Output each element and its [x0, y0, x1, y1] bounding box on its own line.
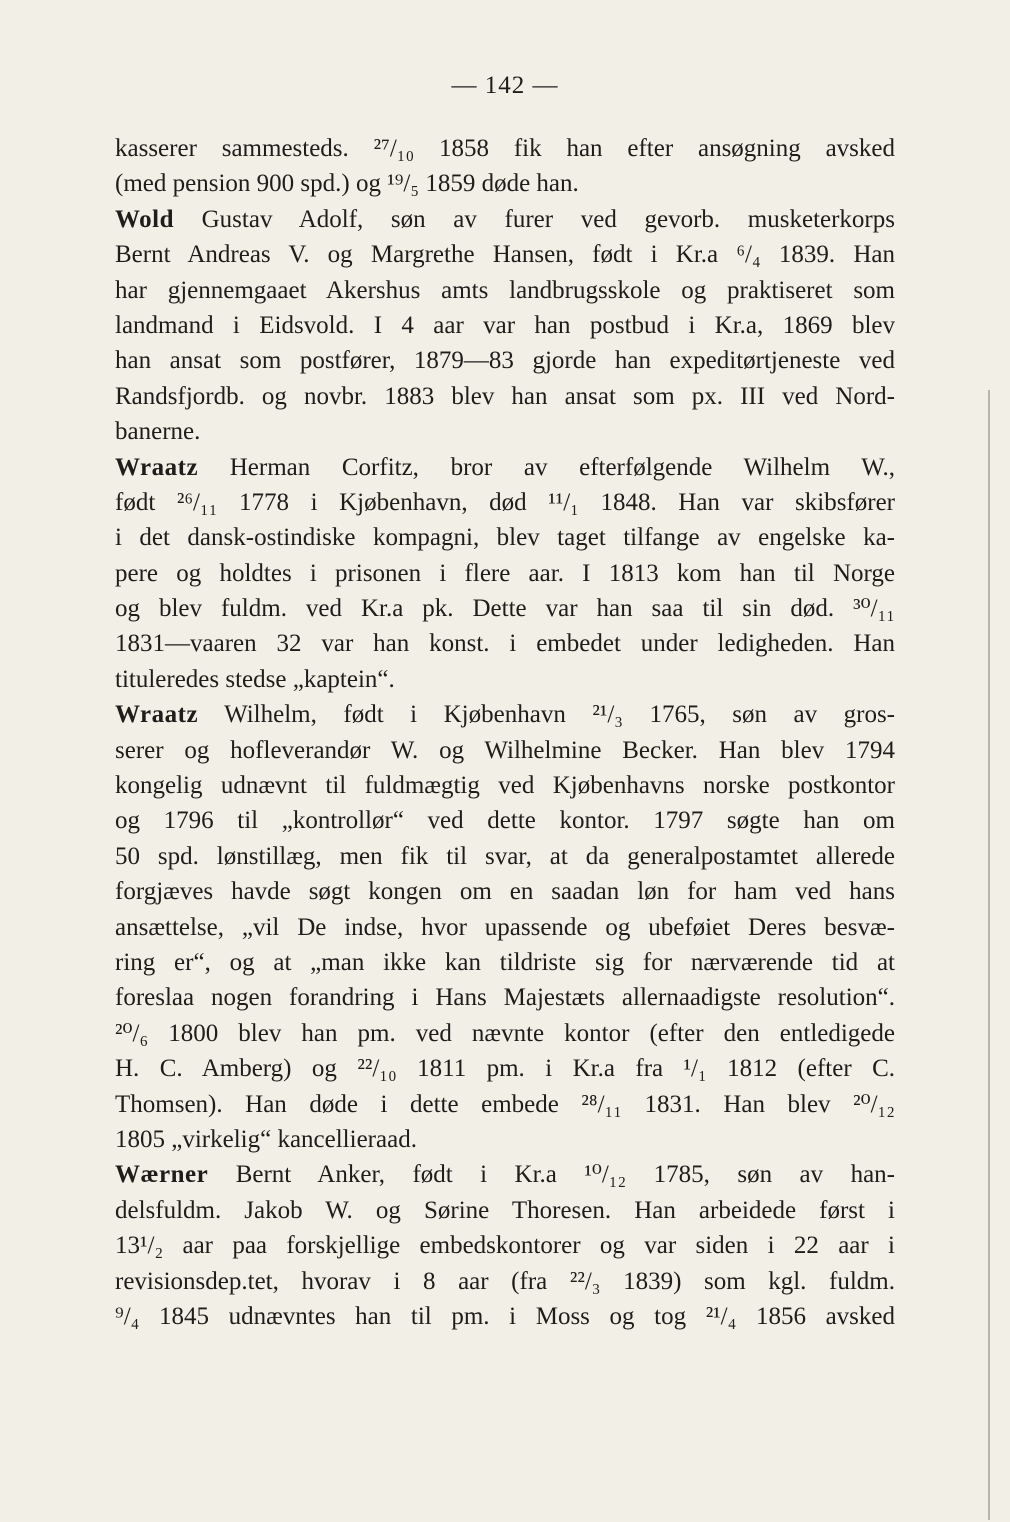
line-text: (med pension 900 spd.) og ¹⁹/₅ 1859 døde han. — [115, 170, 579, 198]
body-text — [115, 131, 895, 1334]
line-text: i det dansk-ostindiske kompagni, blev taget tilfange av engelske ka- — [115, 524, 895, 552]
text-line — [115, 1122, 895, 1157]
text-line — [115, 1228, 895, 1263]
text-line — [115, 803, 895, 838]
line-text: 1831—vaaren 32 var han konst. i embedet under ledigheden. Han — [115, 630, 895, 658]
text-line — [115, 131, 895, 166]
text-line — [115, 1051, 895, 1086]
text-line — [115, 1299, 895, 1334]
line-text: revisionsdep.tet, hvorav i 8 aar (fra ²²/₃ 1839) som kgl. fuldm. — [115, 1267, 895, 1295]
text-line — [115, 945, 895, 980]
text-line — [115, 343, 895, 378]
text-line — [115, 1193, 895, 1228]
line-text: Randsfjordb. og novbr. 1883 blev han ansat som px. III ved Nord- — [115, 382, 895, 410]
text-line — [115, 485, 895, 520]
text-line — [115, 910, 895, 945]
line-text: Bernt Andreas V. og Margrethe Hansen, født i Kr.a ⁶/₄ 1839. Han — [115, 241, 895, 269]
line-text: Thomsen). Han døde i dette embede ²⁸/₁₁ 1831. Han blev ²⁰/₁₂ — [115, 1090, 895, 1118]
line-text: ²⁰/₆ 1800 blev han pm. ved nævnte kontor (efter den entledigede — [115, 1019, 895, 1047]
line-text: ansættelse, „vil De indse, hvor upassende og ubeføiet Deres besvæ- — [115, 913, 895, 941]
entry-surname: Wærner — [115, 1161, 209, 1189]
text-line — [115, 768, 895, 803]
line-text: født ²⁶/₁₁ 1778 i Kjøbenhavn, død ¹¹/₁ 1848. Han var skibsfører — [115, 488, 895, 516]
text-line — [115, 591, 895, 626]
line-text: Herman Corfitz, bror av efterfølgende Wilhelm W., — [198, 453, 895, 481]
line-text: kongelig udnævnt til fuldmægtig ved Kjøbenhavns norske postkontor — [115, 772, 895, 800]
line-text: og 1796 til „kontrollør“ ved dette kontor. 1797 søgte han om — [115, 807, 895, 835]
line-text: Gustav Adolf, søn av furer ved gevorb. musketerkorps — [173, 205, 895, 233]
text-line — [115, 1016, 895, 1051]
line-text: Wilhelm, født i Kjøbenhavn ²¹/₃ 1765, søn av gros- — [198, 701, 895, 729]
text-line — [115, 1087, 895, 1122]
line-text: tituleredes stedse „kaptein“. — [115, 665, 395, 693]
line-text: banerne. — [115, 418, 201, 446]
line-text: 13¹/₂ aar paa forskjellige embedskontorer og var siden i 22 aar i — [115, 1232, 895, 1260]
line-text: 50 spd. lønstillæg, men fik til svar, at da generalpostamtet allerede — [115, 842, 895, 870]
line-text: delsfuldm. Jakob W. og Sørine Thoresen. Han arbeidede først i — [115, 1196, 895, 1224]
text-line — [115, 273, 895, 308]
text-line — [115, 662, 895, 697]
line-text: pere og holdtes i prisonen i flere aar. I 1813 kom han til Norge — [115, 559, 895, 587]
entry-surname: Wraatz — [115, 453, 199, 481]
line-text: serer og hofleverandør W. og Wilhelmine Becker. Han blev 1794 — [115, 736, 895, 764]
text-line — [115, 733, 895, 768]
line-text: 1805 „virkelig“ kancellieraad. — [115, 1125, 417, 1153]
text-line — [115, 520, 895, 555]
page-number: — 142 — — [451, 72, 559, 99]
text-line — [115, 626, 895, 661]
text-line — [115, 308, 895, 343]
line-text: har gjennemgaaet Akershus amts landbrugsskole og praktiseret som — [115, 276, 895, 304]
text-line — [115, 1264, 895, 1299]
text-line — [115, 379, 895, 414]
line-text: han ansat som postfører, 1879—83 gjorde han expeditørtjeneste ved — [115, 347, 895, 375]
text-line — [115, 414, 895, 449]
text-line — [115, 166, 895, 201]
line-text: foreslaa nogen forandring i Hans Majestæts allernaadigste resolution“. — [115, 984, 895, 1012]
entry-surname: Wraatz — [115, 701, 199, 729]
line-text: H. C. Amberg) og ²²/₁₀ 1811 pm. i Kr.a fra ¹/₁ 1812 (efter C. — [115, 1055, 895, 1083]
text-line — [115, 697, 895, 732]
line-text: ring er“, og at „man ikke kan tildriste sig for nærværende tid at — [115, 948, 895, 976]
line-text: kasserer sammesteds. ²⁷/₁₀ 1858 fik han efter ansøgning avsked — [115, 135, 895, 162]
line-text: Bernt Anker, født i Kr.a ¹⁰/₁₂ 1785, søn av han- — [208, 1161, 895, 1189]
text-line — [115, 839, 895, 874]
line-text: landmand i Eidsvold. I 4 aar var han postbud i Kr.a, 1869 blev — [115, 311, 895, 339]
line-text: forgjæves havde søgt kongen om en saadan løn for ham ved hans — [115, 878, 895, 906]
line-text: og blev fuldm. ved Kr.a pk. Dette var han saa til sin død. ³⁰/₁₁ — [115, 595, 895, 623]
text-line — [115, 237, 895, 272]
text-line — [115, 450, 895, 485]
text-line — [115, 980, 895, 1015]
page-edge-shadow — [988, 390, 990, 1520]
entry-surname: Wold — [115, 205, 174, 233]
text-line — [115, 1157, 895, 1192]
text-line — [115, 556, 895, 591]
text-line — [115, 202, 895, 237]
text-line — [115, 874, 895, 909]
line-text: ⁹/₄ 1845 udnævntes han til pm. i Moss og tog ²¹/₄ 1856 avsked — [115, 1302, 895, 1330]
